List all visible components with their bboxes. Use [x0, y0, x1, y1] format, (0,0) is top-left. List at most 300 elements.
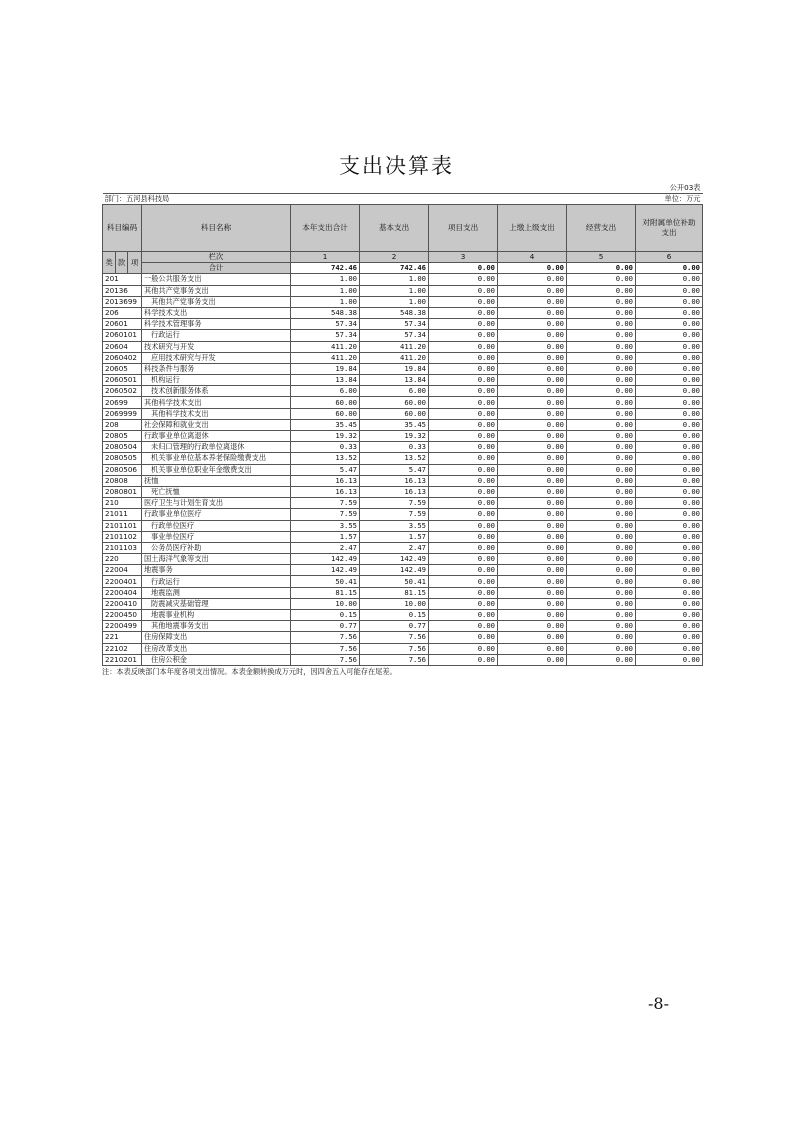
- amount-cell: 0.00: [429, 453, 498, 464]
- amount-cell: 0.00: [567, 296, 636, 307]
- amount-cell: 0.00: [636, 587, 703, 598]
- table-row: [103, 453, 703, 464]
- amount-cell: 0.00: [636, 610, 703, 621]
- subject-name: 住房保障支出: [142, 632, 291, 643]
- subject-code: 206: [103, 307, 142, 318]
- amount-cell: 13.52: [360, 453, 429, 464]
- amount-cell: 6.00: [291, 386, 360, 397]
- subject-name: 应用技术研究与开发: [142, 352, 291, 363]
- amount-cell: 50.41: [291, 576, 360, 587]
- amount-cell: 0.00: [429, 397, 498, 408]
- subject-code: 22102: [103, 643, 142, 654]
- total-value: 0.00: [429, 263, 498, 274]
- amount-cell: 0.00: [429, 363, 498, 374]
- expenditure-table: [102, 183, 703, 666]
- form-code: 公开03表: [636, 183, 703, 194]
- table-row: [103, 386, 703, 397]
- amount-cell: 1.00: [360, 274, 429, 285]
- amount-cell: 35.45: [360, 419, 429, 430]
- column-no: 2: [360, 252, 429, 263]
- column-no: 6: [636, 252, 703, 263]
- amount-cell: 0.00: [498, 274, 567, 285]
- amount-cell: 0.00: [636, 341, 703, 352]
- table-row: [103, 341, 703, 352]
- total-row: [103, 263, 703, 274]
- table-row: [103, 498, 703, 509]
- amount-cell: 0.00: [429, 643, 498, 654]
- amount-cell: 0.00: [429, 330, 498, 341]
- subject-code: 2080506: [103, 464, 142, 475]
- amount-cell: 0.00: [429, 486, 498, 497]
- amount-cell: 3.55: [360, 520, 429, 531]
- amount-cell: 0.00: [567, 498, 636, 509]
- amount-cell: 0.00: [567, 307, 636, 318]
- amount-cell: 0.00: [636, 576, 703, 587]
- table-row: [103, 576, 703, 587]
- amount-cell: 0.00: [498, 486, 567, 497]
- amount-cell: 1.57: [360, 531, 429, 542]
- amount-cell: 0.00: [567, 531, 636, 542]
- amount-cell: 0.15: [291, 610, 360, 621]
- amount-cell: 0.00: [636, 352, 703, 363]
- column-number-row: [103, 252, 703, 263]
- table-row: [103, 565, 703, 576]
- amount-cell: 0.00: [498, 464, 567, 475]
- amount-cell: 0.00: [636, 285, 703, 296]
- amount-cell: 0.00: [636, 363, 703, 374]
- amount-cell: 60.00: [291, 408, 360, 419]
- amount-cell: 0.00: [429, 431, 498, 442]
- amount-cell: 0.00: [429, 520, 498, 531]
- subject-name: 社会保障和就业支出: [142, 419, 291, 430]
- amount-cell: 142.49: [291, 554, 360, 565]
- total-value: 0.00: [567, 263, 636, 274]
- amount-cell: 0.00: [567, 486, 636, 497]
- amount-cell: 81.15: [360, 587, 429, 598]
- amount-cell: 57.34: [291, 330, 360, 341]
- table-row: [103, 643, 703, 654]
- amount-cell: 411.20: [291, 352, 360, 363]
- amount-cell: 0.00: [498, 587, 567, 598]
- amount-cell: 0.00: [429, 464, 498, 475]
- amount-cell: 7.59: [360, 509, 429, 520]
- amount-cell: 0.00: [498, 285, 567, 296]
- subject-code: 2080504: [103, 442, 142, 453]
- amount-cell: 0.00: [567, 341, 636, 352]
- table-row: [103, 352, 703, 363]
- amount-cell: 0.00: [429, 531, 498, 542]
- table-row: [103, 319, 703, 330]
- subject-name: 技术研究与开发: [142, 341, 291, 352]
- subject-code: 20605: [103, 363, 142, 374]
- amount-cell: 50.41: [360, 576, 429, 587]
- amount-cell: 0.00: [498, 408, 567, 419]
- table-row: [103, 363, 703, 374]
- table-row: [103, 307, 703, 318]
- amount-cell: 0.00: [498, 632, 567, 643]
- table-row: [103, 654, 703, 665]
- amount-cell: 7.56: [291, 654, 360, 665]
- subject-name: 死亡抚恤: [142, 486, 291, 497]
- total-value: 0.00: [636, 263, 703, 274]
- subject-code: 2200401: [103, 576, 142, 587]
- amount-cell: 0.00: [498, 654, 567, 665]
- amount-cell: 0.15: [360, 610, 429, 621]
- amount-cell: 0.77: [291, 621, 360, 632]
- table-row: [103, 598, 703, 609]
- amount-cell: 0.00: [567, 319, 636, 330]
- expenditure-sheet: [102, 183, 702, 677]
- subject-code: 2060402: [103, 352, 142, 363]
- department-label: 部门：五河县科技局: [104, 194, 170, 203]
- subject-name: 机关事业单位职业年金缴费支出: [142, 464, 291, 475]
- amount-cell: 0.00: [498, 442, 567, 453]
- subject-code: 2210201: [103, 654, 142, 665]
- table-row: [103, 542, 703, 553]
- page-title: 支出决算表: [339, 154, 454, 178]
- amount-cell: 0.00: [567, 375, 636, 386]
- table-row: [103, 464, 703, 475]
- subject-name: 机关事业单位基本养老保险缴费支出: [142, 453, 291, 464]
- subject-code: 220: [103, 554, 142, 565]
- subject-code: 20604: [103, 341, 142, 352]
- header-row: [103, 205, 703, 252]
- subject-code: 208: [103, 419, 142, 430]
- amount-cell: 7.56: [291, 632, 360, 643]
- header-business: 经营支出: [567, 205, 636, 252]
- table-row: [103, 509, 703, 520]
- amount-cell: 10.00: [360, 598, 429, 609]
- table-row: [103, 431, 703, 442]
- amount-cell: 5.47: [360, 464, 429, 475]
- subject-name: 住房改革支出: [142, 643, 291, 654]
- column-no: 5: [567, 252, 636, 263]
- amount-cell: 0.00: [498, 431, 567, 442]
- header-subsidiary: 对附属单位补助支出: [636, 205, 703, 252]
- amount-cell: 57.34: [291, 319, 360, 330]
- amount-cell: 0.00: [429, 352, 498, 363]
- amount-cell: 0.00: [636, 431, 703, 442]
- amount-cell: 0.00: [567, 397, 636, 408]
- amount-cell: 0.00: [636, 375, 703, 386]
- data-rows: [103, 274, 703, 666]
- subject-name: 地震事业机构: [142, 610, 291, 621]
- amount-cell: 0.00: [636, 621, 703, 632]
- amount-cell: 0.00: [636, 654, 703, 665]
- subject-code: 2060501: [103, 375, 142, 386]
- subject-name: 公务员医疗补助: [142, 542, 291, 553]
- subject-name: 技术创新服务体系: [142, 386, 291, 397]
- subject-name: 其他共产党事务支出: [142, 296, 291, 307]
- subject-name: 科学技术管理事务: [142, 319, 291, 330]
- amount-cell: 548.38: [360, 307, 429, 318]
- amount-cell: 0.00: [567, 386, 636, 397]
- amount-cell: 0.00: [498, 375, 567, 386]
- amount-cell: 1.00: [291, 274, 360, 285]
- amount-cell: 0.77: [360, 621, 429, 632]
- amount-cell: 0.00: [636, 542, 703, 553]
- subject-name: 事业单位医疗: [142, 531, 291, 542]
- amount-cell: 7.56: [360, 643, 429, 654]
- amount-cell: 0.00: [429, 509, 498, 520]
- amount-cell: 16.13: [291, 475, 360, 486]
- table-row: [103, 621, 703, 632]
- amount-cell: 411.20: [291, 341, 360, 352]
- amount-cell: 0.00: [498, 419, 567, 430]
- amount-cell: 81.15: [291, 587, 360, 598]
- amount-cell: 0.00: [567, 408, 636, 419]
- amount-cell: 0.00: [567, 352, 636, 363]
- subject-name: 其他地震事务支出: [142, 621, 291, 632]
- header-subject-name: 科目名称: [142, 205, 291, 252]
- amount-cell: 0.00: [636, 442, 703, 453]
- amount-cell: 0.00: [498, 610, 567, 621]
- amount-cell: 0.00: [636, 475, 703, 486]
- amount-cell: 0.00: [429, 296, 498, 307]
- subject-code: 2200404: [103, 587, 142, 598]
- subject-code: 2101101: [103, 520, 142, 531]
- amount-cell: 0.00: [498, 341, 567, 352]
- amount-cell: 13.84: [360, 375, 429, 386]
- subject-name: 住房公积金: [142, 654, 291, 665]
- amount-cell: 0.00: [498, 397, 567, 408]
- table-row: [103, 610, 703, 621]
- page-number: -8-: [648, 994, 669, 1013]
- amount-cell: 0.00: [636, 486, 703, 497]
- subject-name: 行政事业单位医疗: [142, 509, 291, 520]
- amount-cell: 0.00: [636, 307, 703, 318]
- amount-cell: 0.00: [567, 654, 636, 665]
- header-total: 本年支出合计: [291, 205, 360, 252]
- subject-code: 20136: [103, 285, 142, 296]
- amount-cell: 2.47: [360, 542, 429, 553]
- subject-name: 其他共产党事务支出: [142, 285, 291, 296]
- amount-cell: 0.00: [636, 419, 703, 430]
- amount-cell: 0.00: [429, 610, 498, 621]
- table-row: [103, 397, 703, 408]
- amount-cell: 0.00: [567, 464, 636, 475]
- subject-name: 行政单位医疗: [142, 520, 291, 531]
- header-lei: 类: [103, 252, 116, 274]
- subject-name: 地震事务: [142, 565, 291, 576]
- amount-cell: 548.38: [291, 307, 360, 318]
- subject-name: 其他科学技术支出: [142, 397, 291, 408]
- amount-cell: 0.00: [429, 341, 498, 352]
- amount-cell: 0.00: [567, 542, 636, 553]
- table-row: [103, 296, 703, 307]
- amount-cell: 0.00: [567, 274, 636, 285]
- amount-cell: 0.00: [498, 307, 567, 318]
- amount-cell: 0.00: [636, 386, 703, 397]
- subject-code: 2200499: [103, 621, 142, 632]
- amount-cell: 142.49: [360, 565, 429, 576]
- amount-cell: 3.55: [291, 520, 360, 531]
- amount-cell: 0.00: [498, 475, 567, 486]
- amount-cell: 0.00: [498, 386, 567, 397]
- subject-code: 2101103: [103, 542, 142, 553]
- meta-row: [103, 194, 703, 205]
- amount-cell: 0.00: [498, 542, 567, 553]
- subject-code: 2200410: [103, 598, 142, 609]
- amount-cell: 0.00: [636, 632, 703, 643]
- amount-cell: 0.00: [429, 307, 498, 318]
- amount-cell: 0.00: [636, 509, 703, 520]
- amount-cell: 0.00: [498, 363, 567, 374]
- amount-cell: 0.00: [429, 419, 498, 430]
- amount-cell: 10.00: [291, 598, 360, 609]
- table-row: [103, 632, 703, 643]
- subject-code: 20601: [103, 319, 142, 330]
- table-row: [103, 531, 703, 542]
- subject-name: 防震减灾基础管理: [142, 598, 291, 609]
- total-value: 0.00: [498, 263, 567, 274]
- subject-code: 221: [103, 632, 142, 643]
- amount-cell: 60.00: [360, 397, 429, 408]
- amount-cell: 0.00: [636, 319, 703, 330]
- amount-cell: 7.59: [291, 498, 360, 509]
- amount-cell: 19.84: [360, 363, 429, 374]
- amount-cell: 0.00: [429, 442, 498, 453]
- table-row: [103, 520, 703, 531]
- subject-code: 20805: [103, 431, 142, 442]
- amount-cell: 0.00: [636, 498, 703, 509]
- amount-cell: 0.00: [429, 542, 498, 553]
- header-basic: 基本支出: [360, 205, 429, 252]
- amount-cell: 60.00: [360, 408, 429, 419]
- amount-cell: 0.00: [636, 643, 703, 654]
- amount-cell: 1.00: [360, 285, 429, 296]
- amount-cell: 0.00: [567, 419, 636, 430]
- amount-cell: 0.00: [498, 565, 567, 576]
- amount-cell: 7.56: [291, 643, 360, 654]
- amount-cell: 19.32: [360, 431, 429, 442]
- amount-cell: 7.56: [360, 654, 429, 665]
- amount-cell: 0.00: [636, 598, 703, 609]
- amount-cell: 1.00: [360, 296, 429, 307]
- subject-code: 2069999: [103, 408, 142, 419]
- subject-name: 科学技术支出: [142, 307, 291, 318]
- amount-cell: 0.33: [291, 442, 360, 453]
- amount-cell: 1.00: [291, 285, 360, 296]
- amount-cell: 0.00: [498, 352, 567, 363]
- amount-cell: 0.00: [498, 319, 567, 330]
- amount-cell: 0.00: [429, 621, 498, 632]
- amount-cell: 1.57: [291, 531, 360, 542]
- amount-cell: 7.59: [360, 498, 429, 509]
- subject-code: 2060502: [103, 386, 142, 397]
- subject-name: 一般公共服务支出: [142, 274, 291, 285]
- amount-cell: 0.00: [498, 330, 567, 341]
- amount-cell: 0.00: [429, 319, 498, 330]
- column-no: 3: [429, 252, 498, 263]
- amount-cell: 0.00: [567, 520, 636, 531]
- amount-cell: 0.00: [429, 632, 498, 643]
- subject-code: 21011: [103, 509, 142, 520]
- amount-cell: 0.00: [429, 554, 498, 565]
- amount-cell: 0.00: [429, 576, 498, 587]
- table-row: [103, 419, 703, 430]
- amount-cell: 0.00: [498, 621, 567, 632]
- amount-cell: 60.00: [291, 397, 360, 408]
- subject-name: 国土海洋气象等支出: [142, 554, 291, 565]
- amount-cell: 1.00: [291, 296, 360, 307]
- amount-cell: 0.00: [636, 296, 703, 307]
- amount-cell: 0.00: [429, 274, 498, 285]
- amount-cell: 0.00: [567, 453, 636, 464]
- amount-cell: 0.00: [567, 587, 636, 598]
- amount-cell: 142.49: [360, 554, 429, 565]
- total-value: 742.46: [291, 263, 360, 274]
- amount-cell: 0.00: [498, 453, 567, 464]
- amount-cell: 0.00: [429, 587, 498, 598]
- amount-cell: 0.00: [636, 464, 703, 475]
- table-row: [103, 486, 703, 497]
- amount-cell: 0.00: [567, 610, 636, 621]
- amount-cell: 2.47: [291, 542, 360, 553]
- amount-cell: 19.84: [291, 363, 360, 374]
- header-subject-code: 科目编码: [103, 205, 142, 252]
- amount-cell: 16.13: [360, 486, 429, 497]
- subject-code: 2013699: [103, 296, 142, 307]
- amount-cell: 0.00: [429, 565, 498, 576]
- column-no-label: 栏次: [142, 252, 291, 263]
- table-row: [103, 375, 703, 386]
- amount-cell: 0.00: [567, 431, 636, 442]
- subject-code: 201: [103, 274, 142, 285]
- table-row: [103, 408, 703, 419]
- amount-cell: 0.00: [567, 565, 636, 576]
- amount-cell: 0.00: [567, 330, 636, 341]
- total-value: 742.46: [360, 263, 429, 274]
- table-row: [103, 330, 703, 341]
- subject-code: 20699: [103, 397, 142, 408]
- amount-cell: 0.00: [498, 520, 567, 531]
- subject-code: 2080505: [103, 453, 142, 464]
- amount-cell: 0.00: [429, 285, 498, 296]
- total-label: 合计: [142, 263, 291, 274]
- header-xiang: 项: [128, 252, 142, 274]
- subject-name: 行政运行: [142, 330, 291, 341]
- amount-cell: 0.00: [498, 296, 567, 307]
- amount-cell: 0.00: [429, 375, 498, 386]
- amount-cell: 0.00: [567, 576, 636, 587]
- amount-cell: 0.00: [498, 598, 567, 609]
- subject-name: 机构运行: [142, 375, 291, 386]
- amount-cell: 0.00: [636, 453, 703, 464]
- amount-cell: 0.00: [498, 509, 567, 520]
- subject-code: 2080801: [103, 486, 142, 497]
- amount-cell: 0.00: [567, 643, 636, 654]
- amount-cell: 0.00: [498, 498, 567, 509]
- subject-name: 医疗卫生与计划生育支出: [142, 498, 291, 509]
- amount-cell: 35.45: [291, 419, 360, 430]
- subject-name: 地震监测: [142, 587, 291, 598]
- header-upper: 上缴上级支出: [498, 205, 567, 252]
- amount-cell: 0.00: [636, 520, 703, 531]
- amount-cell: 13.52: [291, 453, 360, 464]
- amount-cell: 0.00: [498, 554, 567, 565]
- amount-cell: 0.00: [636, 274, 703, 285]
- amount-cell: 5.47: [291, 464, 360, 475]
- amount-cell: 57.34: [360, 330, 429, 341]
- table-row: [103, 442, 703, 453]
- amount-cell: 0.00: [636, 397, 703, 408]
- table-row: [103, 587, 703, 598]
- amount-cell: 0.00: [567, 632, 636, 643]
- footnote: 注：本表反映部门本年度各项支出情况。本表金额转换成万元时，因四舍五入可能存在尾差。: [102, 666, 397, 676]
- subject-name: 其他科学技术支出: [142, 408, 291, 419]
- amount-cell: 0.00: [429, 475, 498, 486]
